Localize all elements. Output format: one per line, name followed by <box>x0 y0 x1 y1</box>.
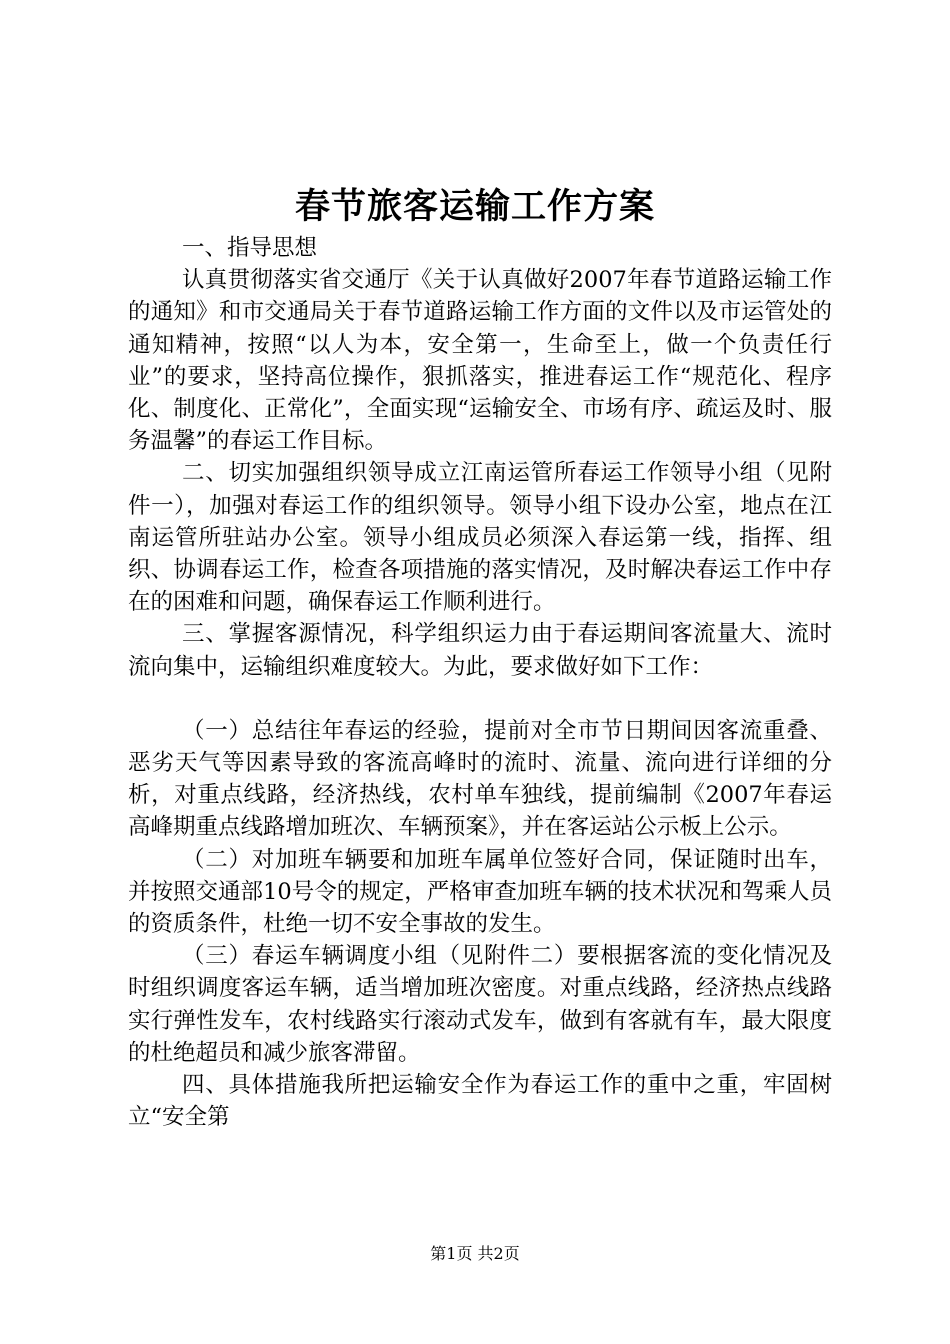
paragraph-item-3: （三）春运车辆调度小组（见附件二）要根据客流的变化情况及时组织调度客运车辆，适当增加班次密度。对重点线路，经济热点线路实行弹性发车，农村线路实行滚动式发车，做到有客就有车，最大限度的杜绝超员和减少旅客滞留。 <box>128 943 832 1066</box>
document-title: 春节旅客运输工作方案 <box>294 186 655 227</box>
paragraph-item-2: （二）对加班车辆要和加班车属单位签好合同，保证随时出车，并按照交通部10号令的规定，严格审查加班车辆的技术状况和驾乘人员的资质条件，杜绝一切不安全事故的发生。 <box>128 846 832 938</box>
section-heading-guiding-thought: 一、指导思想 <box>182 235 318 261</box>
paragraph-item-1: （一）总结往年春运的经验，提前对全市节日期间因客流重叠、恶劣天气等因素导致的客流高峰时的流时、流量、流向进行详细的分析，对重点线路，经济热线，农村单车独线，提前编制《2007年春运高峰期重点线路增加班次、车辆预案》，并在客运站公示板上公示。 <box>128 717 832 841</box>
paragraph-organization: 二、切实加强组织领导成立江南运管所春运工作领导小组（见附件一），加强对春运工作的组织领导。领导小组下设办公室，地点在江南运管所驻站办公室。领导小组成员必须深入春运第一线，指挥、组织、协调春运工作，检查各项措施的落实情况，及时解决春运工作中存在的困难和问题，确保春运工作顺利进行。 <box>128 460 832 616</box>
paragraph-measures: 四、具体措施我所把运输安全作为春运工作的重中之重，牢固树立“安全第 <box>128 1072 832 1131</box>
paragraph-passenger-source: 三、掌握客源情况，科学组织运力由于春运期间客流量大、流时流向集中，运输组织难度较大。为此，要求做好如下工作： <box>128 621 832 680</box>
document-body <box>128 232 832 1133</box>
paragraph-guiding-thought: 认真贯彻落实省交通厅《关于认真做好2007年春节道路运输工作的通知》和市交通局关于春节道路运输工作方面的文件以及市运管处的通知精神，按照“以人为本，安全第一，生命至上，做一个负责任行业”的要求，坚持高位操作，狠抓落实，推进春运工作“规范化、程序化、制度化、正常化”，全面实现“运输安全、市场有序、疏运及时、服务温馨”的春运工作目标。 <box>128 267 832 455</box>
page-number: 第1页 共2页 <box>430 1244 520 1263</box>
